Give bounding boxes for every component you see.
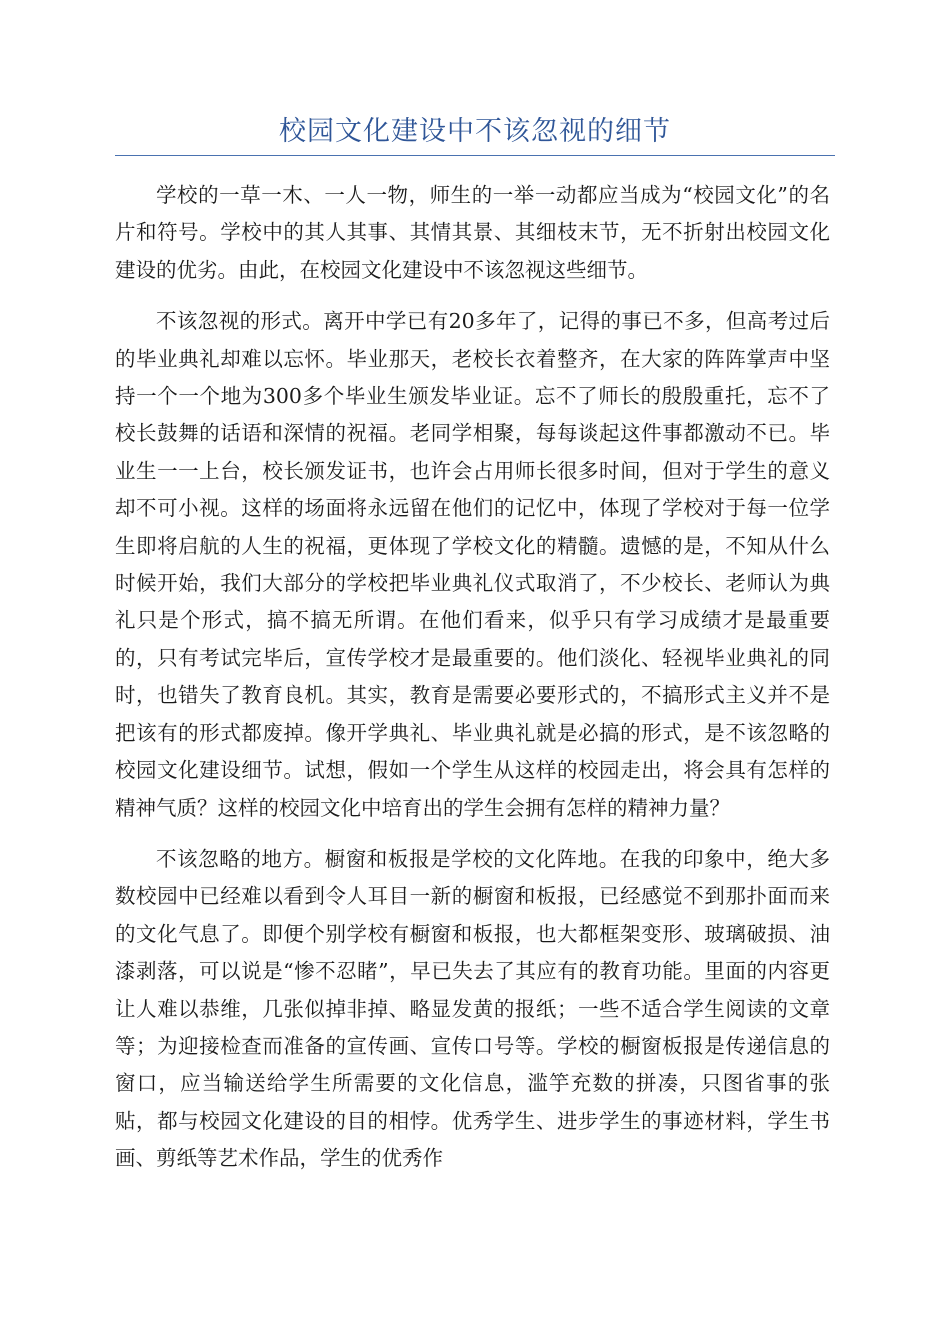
paragraph-intro: 学校的一草一木、一人一物，师生的一举一动都应当成为“校园文化”的名片和符号。学校中的其人其事、其情其景、其细枝末节，无不折射出校园文化建设的优劣。由此，在校园文化建设中不该忽视这些细节。 (115, 183, 830, 282)
paragraph-form: 不该忽视的形式。离开中学已有20多年了，记得的事已不多，但高考过后的毕业典礼却难以忘怀。毕业那天，老校长衣着整齐，在大家的阵阵掌声中坚持一个一个地为300多个毕业生颁发毕业证。忘不了师长的殷殷重托，忘不了校长鼓舞的话语和深情的祝福。老同学相聚，每每谈起这件事都激动不已。毕业生一一上台，校长颁发证书，也许会占用师长很多时间，但对于学生的意义却不可小视。这样的场面将永远留在他们的记忆中，体现了学校对于每一位学生即将启航的人生的祝福，更体现了学校文化的精髓。遗憾的是，不知从什么时候开始，我们大部分的学校把毕业典礼仪式取消了，不少校长、老师认为典礼只是个形式，搞不搞无所谓。在他们看来，似乎只有学习成绩才是最重要的，只有考试完毕后，宣传学校才是最重要的。他们淡化、轻视毕业典礼的同时，也错失了教育良机。其实，教育是需要必要形式的，不搞形式主义并不是把该有的形式都废掉。像开学典礼、毕业典礼就是必搞的形式，是不该忽略的校园文化建设细节。试想，假如一个学生从这样的校园走出，将会具有怎样的精神气质？这样的校园文化中培育出的学生会拥有怎样的精神力量？ (115, 309, 830, 820)
document-title: 校园文化建设中不该忽视的细节 (279, 116, 671, 147)
document-body (115, 177, 830, 1192)
title-block (115, 112, 835, 152)
paragraph-place: 不该忽略的地方。橱窗和板报是学校的文化阵地。在我的印象中，绝大多数校园中已经难以看到令人耳目一新的橱窗和板报，已经感觉不到那扑面而来的文化气息了。即便个别学校有橱窗和板报，也大都框架变形、玻璃破损、油漆剥落，可以说是“惨不忍睹”，早已失去了其应有的教育功能。里面的内容更让人难以恭维，几张似掉非掉、略显发黄的报纸；一些不适合学生阅读的文章等；为迎接检查而准备的宣传画、宣传口号等。学校的橱窗板报是传递信息的窗口，应当输送给学生所需要的文化信息，滥竽充数的拼凑，只图省事的张贴，都与校园文化建设的目的相悖。优秀学生、进步学生的事迹材料，学生书画、剪纸等艺术作品，学生的优秀作 (115, 846, 830, 1171)
title-underline (115, 155, 835, 156)
